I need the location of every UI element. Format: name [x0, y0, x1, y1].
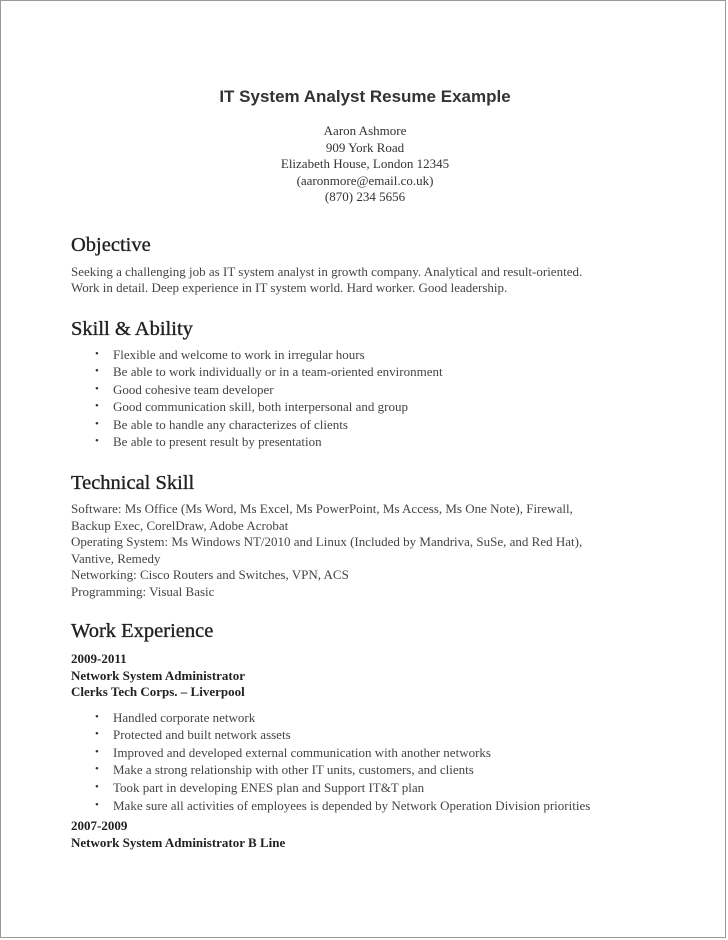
technical-line: Backup Exec, CorelDraw, Adobe Acrobat	[71, 517, 289, 533]
skill-text: Good communication skill, both interpersonal and group	[113, 399, 408, 415]
list-item	[71, 346, 671, 364]
contact-address-line-1: 909 York Road	[325, 139, 405, 155]
experience-section	[71, 619, 671, 851]
list-item	[71, 797, 671, 815]
contact-phone: (870) 234 5656	[324, 189, 406, 204]
duty-text: Make sure all activities of employees is depended by Network Operation Division priorities	[113, 797, 591, 813]
job-company: Clerks Tech Corps. – Liverpool	[71, 684, 245, 700]
skills-list	[71, 346, 671, 452]
skills-heading: Skill & Ability	[71, 317, 193, 340]
job-entry	[71, 651, 671, 814]
bullet-icon: •	[95, 710, 99, 723]
contact-name: Aaron Ashmore	[323, 123, 407, 138]
job-period: 2007-2009	[71, 818, 128, 834]
technical-line: Operating System: Ms Windows NT/2010 and Linux (Included by Mandriva, SuSe, and Red Hat),	[71, 534, 583, 550]
technical-heading: Technical Skill	[71, 472, 195, 495]
bullet-icon: •	[95, 382, 99, 395]
bullet-icon: •	[95, 798, 99, 811]
bullet-icon: •	[95, 745, 99, 758]
list-item	[71, 726, 671, 744]
list-item	[71, 761, 671, 779]
bullet-icon: •	[95, 728, 99, 741]
contact-email: (aaronmore@email.co.uk)	[296, 172, 434, 188]
list-item	[71, 779, 671, 797]
technical-line: Programming: Visual Basic	[71, 583, 215, 599]
objective-line: Work in detail. Deep experience in IT system world. Hard worker. Good leadership.	[71, 280, 508, 295]
technical-section	[71, 471, 671, 600]
resume-content	[71, 85, 671, 851]
skill-text: Flexible and welcome to work in irregular hours	[113, 346, 365, 362]
bullet-icon: •	[95, 400, 99, 413]
objective-heading: Objective	[71, 233, 151, 256]
bullet-icon: •	[95, 417, 99, 430]
bullet-icon: •	[95, 763, 99, 776]
objective-section	[71, 233, 671, 297]
list-item	[71, 709, 671, 727]
duty-text: Improved and developed external communication with another networks	[113, 744, 491, 760]
technical-line: Software: Ms Office (Ms Word, Ms Excel, Ms PowerPoint, Ms Access, Ms One Note), Firewall,	[71, 501, 573, 517]
job-role: Network System Administrator B Line	[71, 834, 286, 850]
job-duties-list	[71, 709, 671, 815]
contact-block	[1, 123, 728, 206]
duty-text: Handled corporate network	[113, 709, 256, 725]
job-role: Network System Administrator	[71, 667, 246, 683]
duty-text: Make a strong relationship with other IT units, customers, and clients	[113, 762, 474, 778]
skill-text: Be able to handle any characterizes of clients	[113, 416, 348, 432]
list-item	[71, 398, 671, 416]
list-item	[71, 433, 671, 451]
skill-text: Be able to work individually or in a team-oriented environment	[113, 364, 443, 380]
skills-section	[71, 317, 671, 452]
list-item	[71, 363, 671, 381]
list-item	[71, 744, 671, 762]
technical-line: Networking: Cisco Routers and Switches, VPN, ACS	[71, 567, 349, 583]
job-period: 2009-2011	[71, 651, 127, 667]
bullet-icon: •	[95, 365, 99, 378]
objective-line: Seeking a challenging job as IT system analyst in growth company. Analytical and result-oriented.	[71, 263, 583, 279]
experience-heading: Work Experience	[71, 620, 214, 643]
technical-line: Vantive, Remedy	[71, 550, 161, 566]
duty-text: Took part in developing ENES plan and Support IT&T plan	[113, 779, 425, 795]
bullet-icon: •	[95, 780, 99, 793]
contact-address-line-2: Elizabeth House, London 12345	[280, 156, 450, 171]
bullet-icon: •	[95, 347, 99, 360]
duty-text: Protected and built network assets	[113, 727, 291, 743]
skill-text: Good cohesive team developer	[113, 381, 274, 397]
job-entry	[71, 818, 671, 851]
list-item	[71, 381, 671, 399]
skill-text: Be able to present result by presentation	[113, 434, 322, 450]
list-item	[71, 416, 671, 434]
document-title: IT System Analyst Resume Example	[219, 87, 511, 106]
bullet-icon: •	[95, 435, 99, 448]
